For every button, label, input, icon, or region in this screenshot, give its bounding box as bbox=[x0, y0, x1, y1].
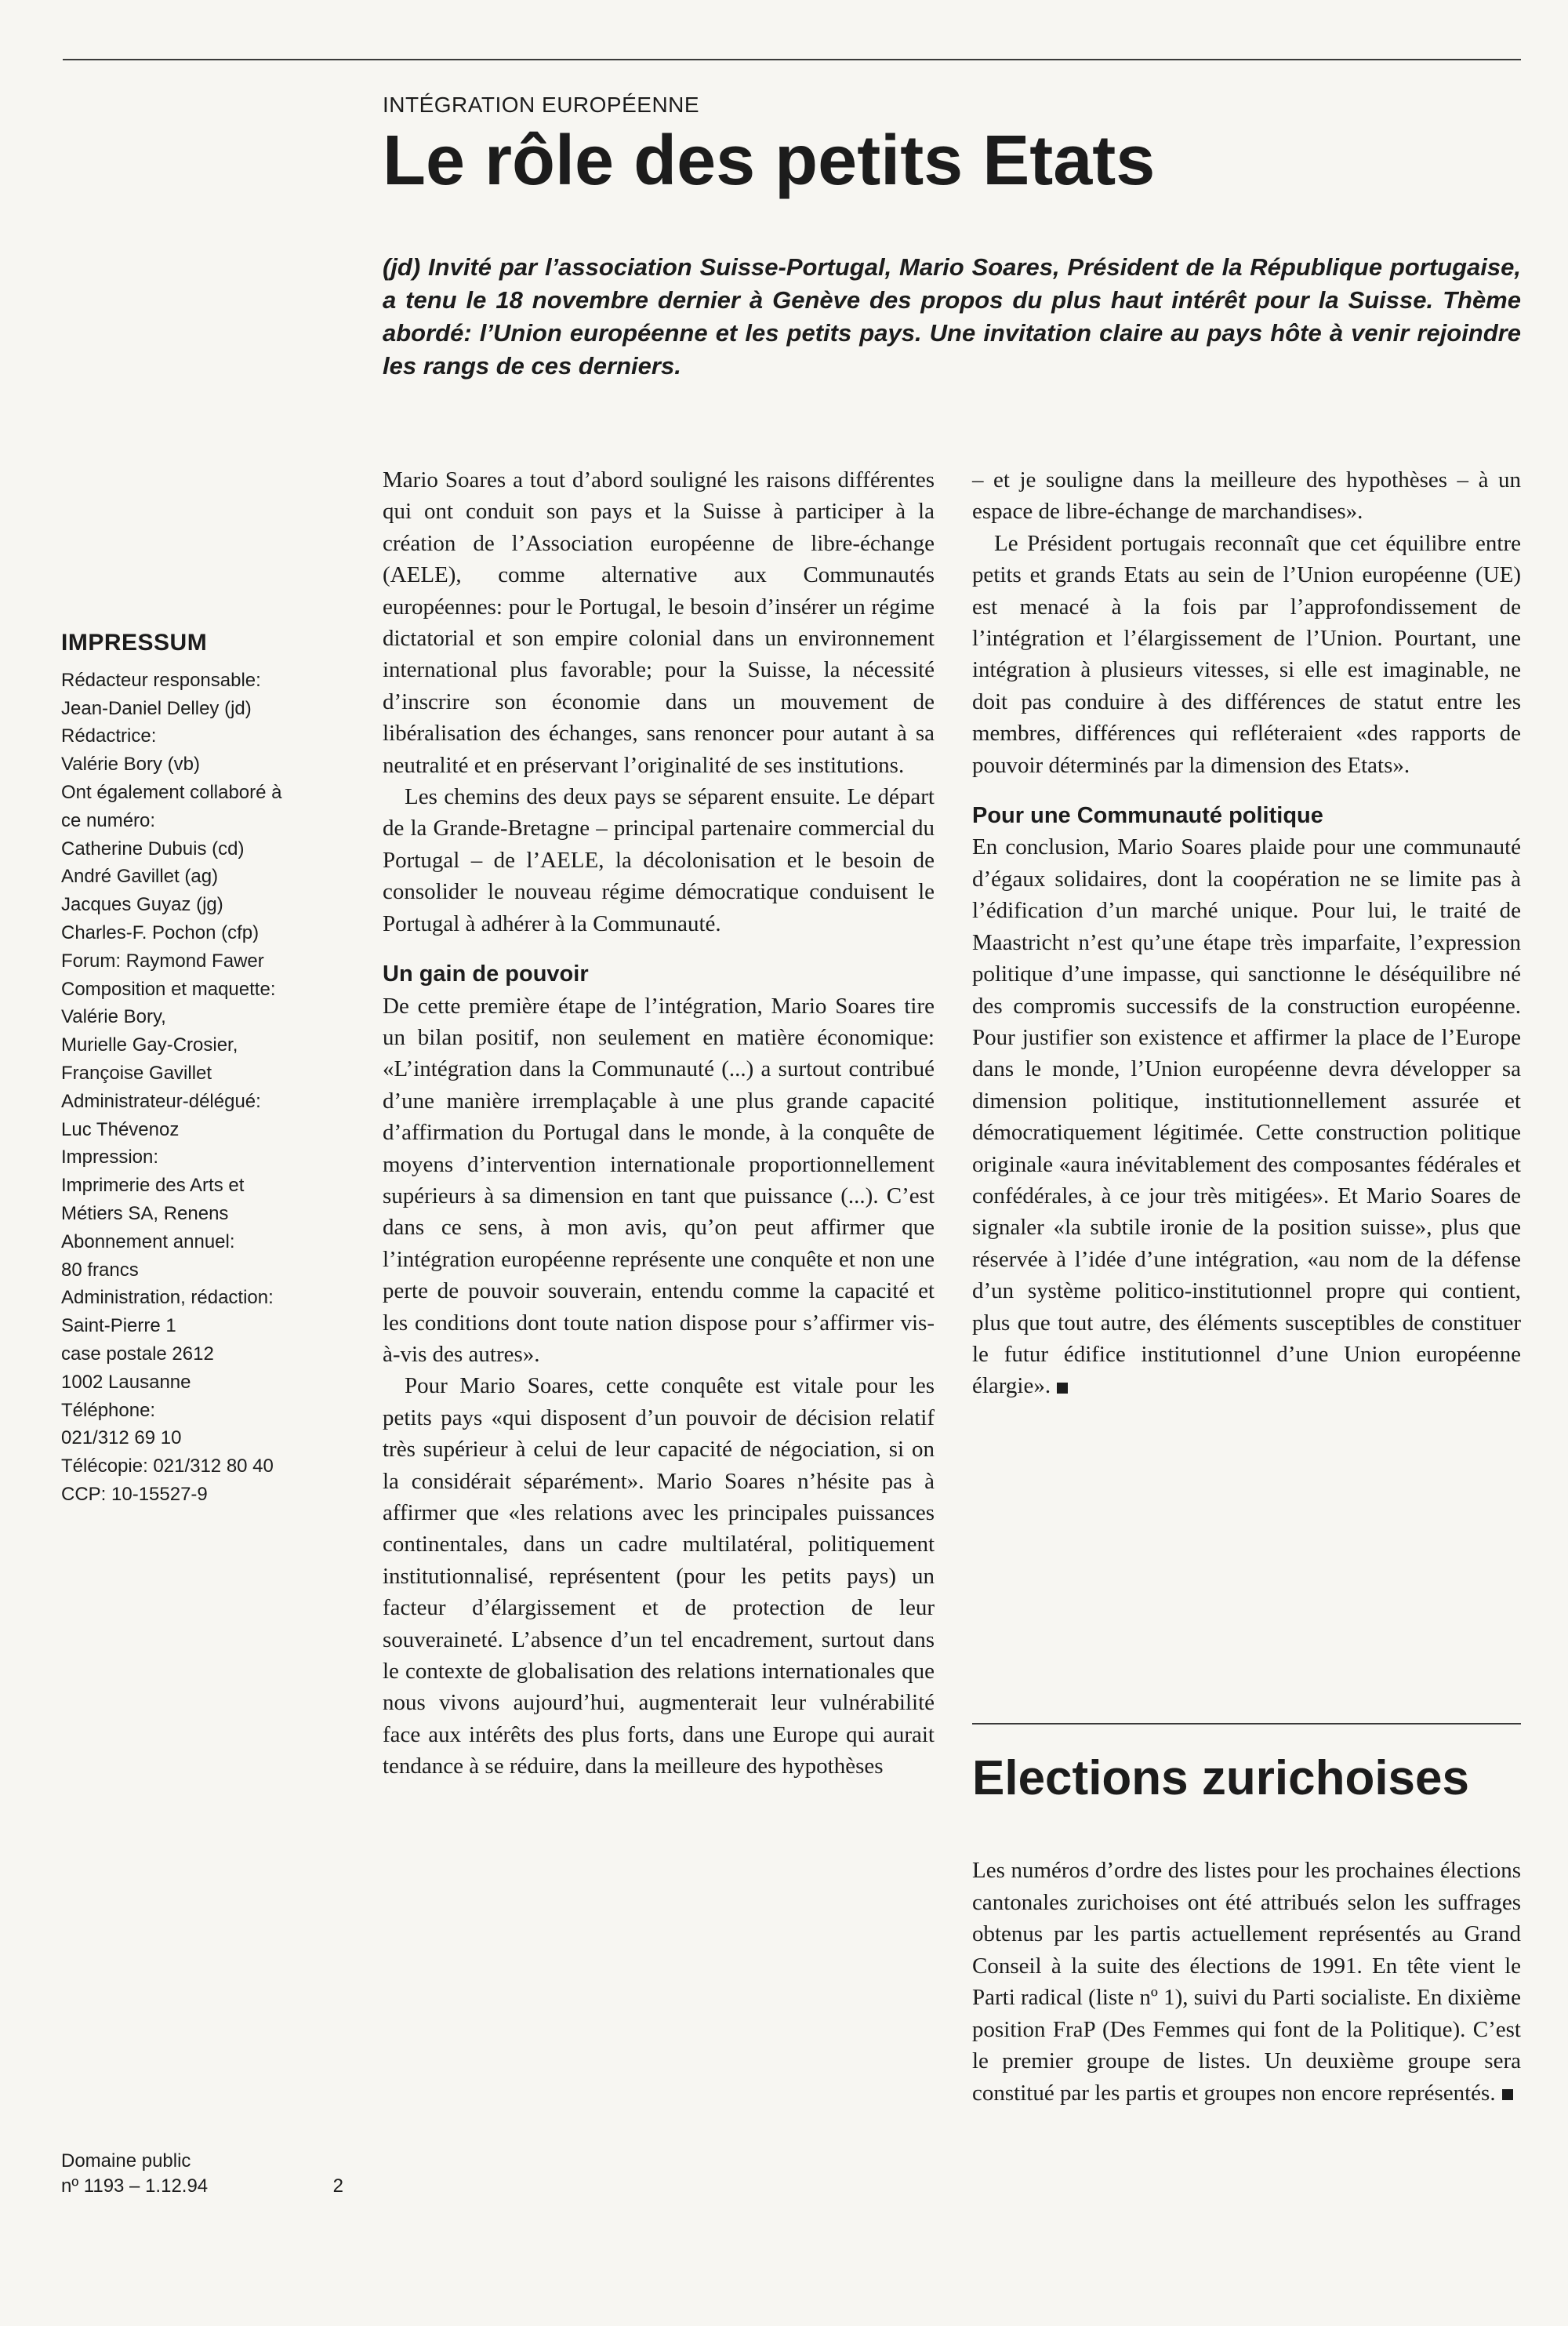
article-column-middle bbox=[383, 464, 935, 1783]
article-kicker: INTÉGRATION EUROPÉENNE bbox=[383, 93, 700, 117]
impressum-line: Téléphone: bbox=[61, 1399, 156, 1421]
impressum-line: case postale 2612 bbox=[61, 1343, 214, 1365]
article-paragraph: Mario Soares a tout d’abord souligné les raisons différentes qui ont conduit son pays et la Suisse à participer à la création de l’Association européenne de libre-échange (AELE), comme alternative aux Communautés européennes: pour le Portugal, le besoin d’insérer un régime dictatorial et son empire colonial dans un environnement international plus favorable; pour la Suisse, la nécessité d’inscrire son économie dans un mouvement de libéralisation des échanges, sans renoncer pour autant à sa neutralité et en préservant l’originalité de ses institutions. bbox=[383, 467, 935, 778]
impressum-line: Valérie Bory, bbox=[61, 1006, 166, 1028]
page-footer bbox=[61, 2149, 343, 2199]
article-lede: (jd) Invité par l’association Suisse-Portugal, Mario Soares, Président de la République portugaise, a tenu le 18 novembre dernier à Genève des propos du plus haut intérêt pour la Suisse. Thème abordé: l’Union européenne et les petits pays. Une invitation claire au pays hôte à venir rejoindre les rangs de ces derniers. bbox=[383, 253, 1521, 380]
impressum-line: Jean-Daniel Delley (jd) bbox=[61, 697, 252, 719]
footer-publication: Domaine public bbox=[61, 2150, 191, 2172]
zurich-article-title: Elections zurichoises bbox=[972, 1751, 1469, 1805]
impressum-line: Ont également collaboré à bbox=[61, 781, 282, 803]
article-paragraph: Les chemins des deux pays se séparent ensuite. Le départ de la Grande-Bretagne – principal partenaire commercial du Portugal – de l’AELE, la décolonisation et le besoin de consolider le nouveau régime démocratique conduisent le Portugal à adhérer à la Communauté. bbox=[383, 784, 935, 936]
article-paragraph: En conclusion, Mario Soares plaide pour une communauté d’égaux solidaires, dont la coopération ne se limite pas à l’édification d’un marché unique. Pour lui, le traité de Maastricht n’est qu’une étape très imparfaite, l’expression politique d’une impasse, qui sanctionne le déséquilibre né des compromis successifs de la construction européenne. Pour justifier son existence et affirmer la place de l’Europe dans le monde, l’Union européenne devra développer sa dimension politique, institutionnellement assurée et démocratiquement légitimée. Cette construction politique originale «aura inévitablement des composantes fédérales et confédérales, à ce jour très mitigées». Et Mario Soares de signaler «la subtile ironie de la position suisse», plus que réservée à l’idée d’une intégration, «au nom de la défense d’un système politico-institutionnel propre qui contient, plus que tout autre, des éléments susceptibles de constituer le futur édifice institutionnel d’une Union européenne élargie». bbox=[972, 834, 1521, 1399]
impressum-line: Imprimerie des Arts et bbox=[61, 1175, 245, 1197]
article-paragraph: Pour Mario Soares, cette conquête est vitale pour les petits pays «qui disposent d’un pouvoir de décision relatif très supérieur à celui de leur capacité de négociation, si on la considérait séparément». Mario Soares n’hésite pas à affirmer que «les relations avec les principales puissances continentales, dans un cadre multilatéral, politiquement institutionnalisé, représentent (pour les petits pays) un facteur d’élargissement et de protection de leur souveraineté. L’absence d’un tel encadrement, surtout dans le contexte de globalisation des relations internationales que nous vivons aujourd’hui, augmenterait leur vulnérabilité face aux intérêts des plus forts, dans une Europe qui aurait tendance à se réduire, dans la meilleure des hypothèses bbox=[383, 1373, 935, 1779]
footer-issue: nº 1193 – 1.12.94 bbox=[61, 2175, 209, 2197]
impressum-line: Administrateur-délégué: bbox=[61, 1090, 261, 1112]
impressum-line: Valérie Bory (vb) bbox=[61, 754, 200, 776]
impressum-box bbox=[61, 629, 343, 1509]
impressum-line: ce numéro: bbox=[61, 809, 156, 831]
impressum-line: Catherine Dubuis (cd) bbox=[61, 838, 245, 860]
impressum-heading: IMPRESSUM bbox=[61, 630, 208, 656]
impressum-line: Luc Thévenoz bbox=[61, 1118, 180, 1140]
article-paragraph: – et je souligne dans la meilleure des hypothèses – à un espace de libre-échange de marchandises». bbox=[972, 467, 1521, 525]
article-paragraph: De cette première étape de l’intégration, Mario Soares tire un bilan positif, non seulement en matière économique: «L’intégration dans la Communauté (...) a surtout contribué d’une manière irremplaçable à une plus grande capacité d’affirmation du Portugal dans le monde, à la conquête de moyens d’intervention internationale proportionnellement supérieurs à sa dimension en tant que puissance (...). C’est dans ce sens, à mon avis, qu’on peut affirmer que l’intégration européenne représente une conquête et non une perte de pouvoir souverain, entendu comme la capacité et les conditions dont toute nation dispose pour s’affirmer vis-à-vis des autres». bbox=[383, 993, 935, 1367]
impressum-line: 1002 Lausanne bbox=[61, 1371, 191, 1393]
impressum-line: Charles-F. Pochon (cfp) bbox=[61, 921, 260, 943]
impressum-line: Composition et maquette: bbox=[61, 978, 276, 1000]
impressum-line: Françoise Gavillet bbox=[61, 1062, 212, 1084]
impressum-line: Rédacteur responsable: bbox=[61, 669, 261, 691]
impressum-line: CCP: 10-15527-9 bbox=[61, 1483, 208, 1505]
impressum-line: Saint-Pierre 1 bbox=[61, 1315, 176, 1337]
zurich-paragraph: Les numéros d’ordre des listes pour les prochaines élections cantonales zurichoises ont été attribués selon les suffrages obtenus par les partis actuellement représentés au Grand Conseil à la suite des élections de 1991. En tête vient le Parti radical (liste nº 1), suivi du Parti socialiste. En dixième position FraP (Des Femmes qui font de la Politique). C’est le premier groupe de listes. Un deuxième groupe sera constitué par les partis et groupes non encore représentés. bbox=[972, 1858, 1522, 2106]
subheading-gain-de-pouvoir: Un gain de pouvoir bbox=[383, 961, 589, 987]
section-divider bbox=[972, 1723, 1521, 1725]
end-of-article-mark bbox=[1057, 1383, 1068, 1394]
article-column-right bbox=[972, 464, 1521, 1402]
impressum-lines bbox=[61, 667, 343, 1509]
impressum-line: Jacques Guyaz (jg) bbox=[61, 894, 223, 916]
impressum-line: Rédactrice: bbox=[61, 725, 157, 747]
impressum-line: Forum: Raymond Fawer bbox=[61, 950, 264, 972]
header-rule bbox=[63, 59, 1521, 60]
impressum-line: 80 francs bbox=[61, 1259, 139, 1281]
end-of-article-mark bbox=[1502, 2089, 1513, 2100]
impressum-line: André Gavillet (ag) bbox=[61, 866, 219, 888]
impressum-line: Impression: bbox=[61, 1147, 159, 1168]
impressum-line: Murielle Gay-Crosier, bbox=[61, 1034, 238, 1056]
impressum-line: Abonnement annuel: bbox=[61, 1230, 235, 1252]
article-paragraph: Le Président portugais reconnaît que cet équilibre entre petits et grands Etats au sein de l’Union européenne (UE) est menacé à la fois par l’approfondissement de l’intégration et l’élargissement de l’Union. Pourtant, une intégration à plusieurs vitesses, si elle est imaginable, ne doit pas conduire à des différences de statut entre les membres, différences qui refléteraient «des rapports de pouvoir déterminés par la dimension des Etats». bbox=[972, 530, 1521, 778]
article-title: Le rôle des petits Etats bbox=[383, 122, 1156, 200]
impressum-line: Métiers SA, Renens bbox=[61, 1202, 229, 1224]
impressum-line: 021/312 69 10 bbox=[61, 1427, 182, 1449]
impressum-line: Télécopie: 021/312 80 40 bbox=[61, 1456, 274, 1477]
footer-page-number: 2 bbox=[332, 2175, 343, 2197]
zurich-article-text bbox=[972, 1855, 1521, 2109]
subheading-communaute-politique: Pour une Communauté politique bbox=[972, 803, 1323, 829]
impressum-line: Administration, rédaction: bbox=[61, 1287, 274, 1309]
